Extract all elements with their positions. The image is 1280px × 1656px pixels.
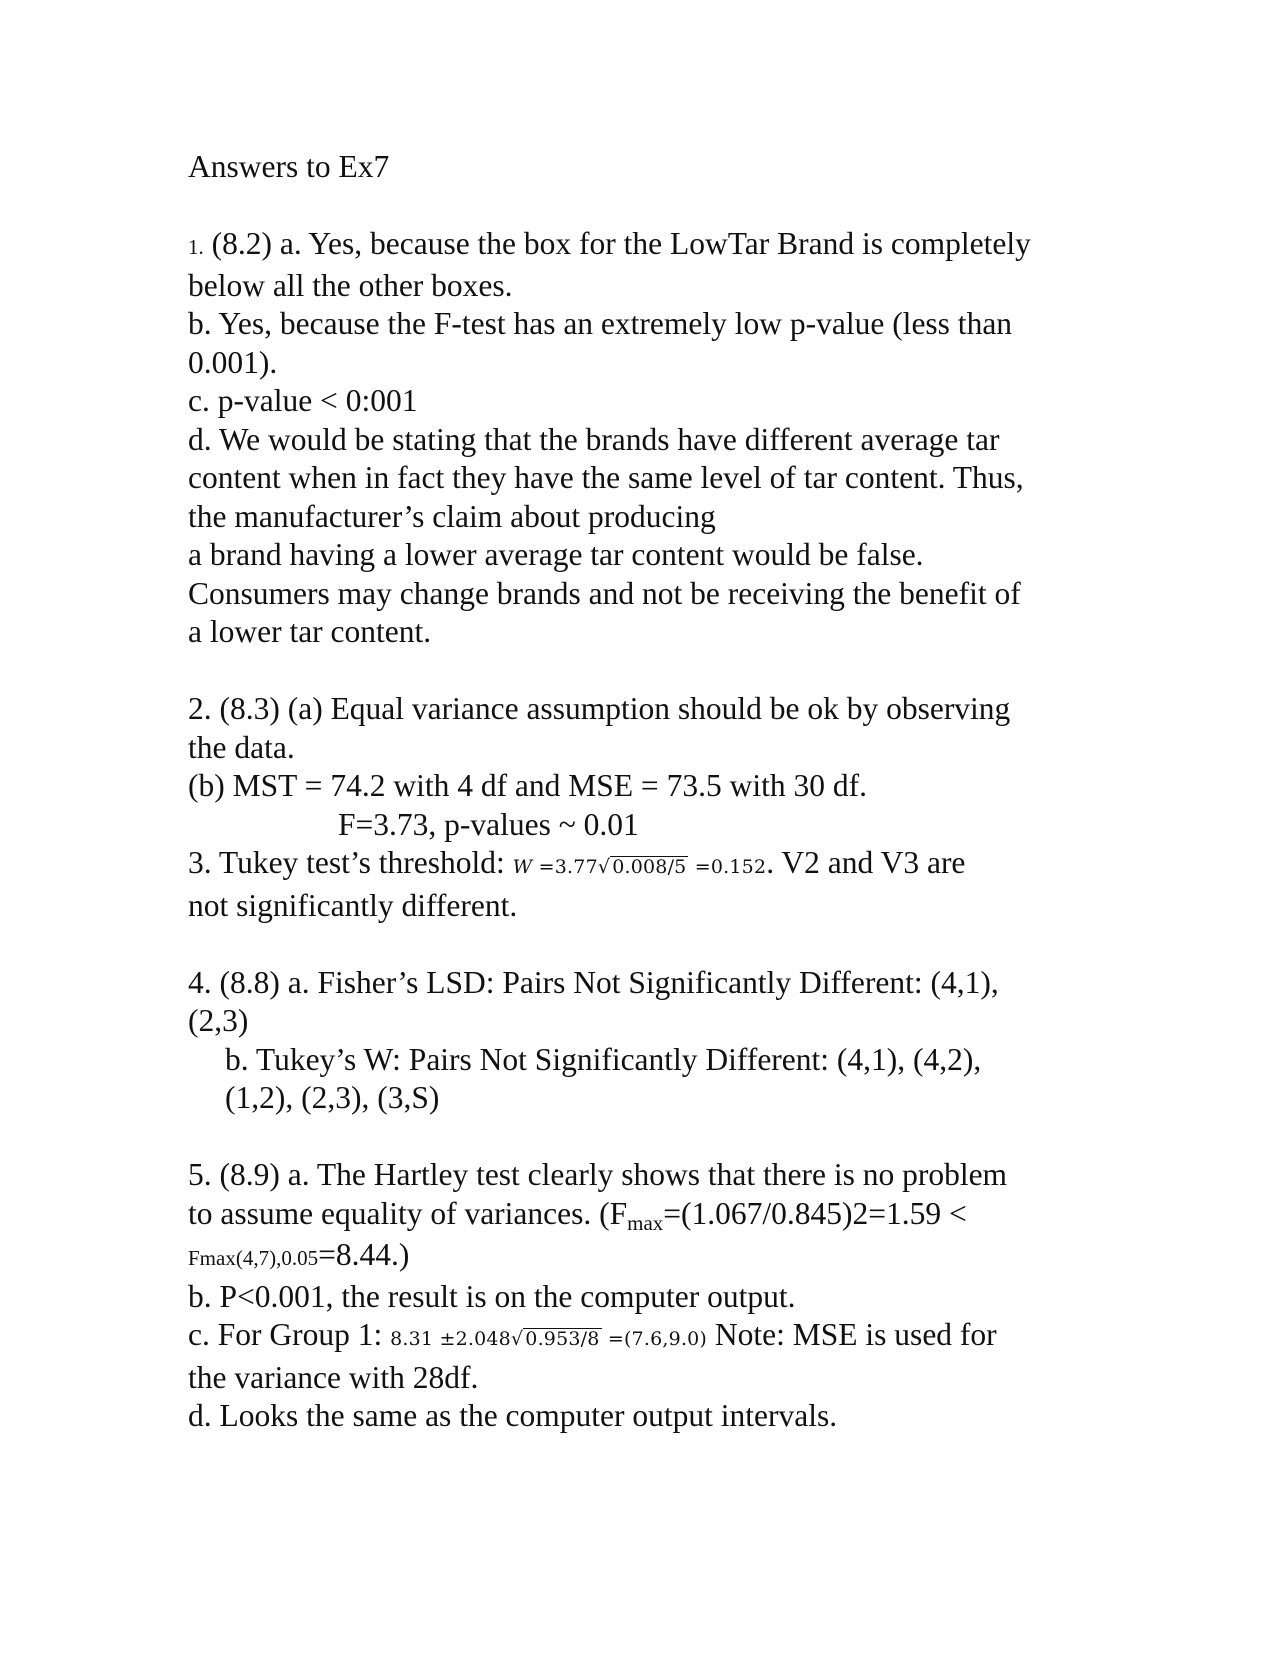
ci-formula <box>390 1328 707 1350</box>
answer-5b-line: b. P<0.001, the result is on the computer output. <box>188 1278 796 1314</box>
answer-1-number: 1. <box>188 235 204 259</box>
tukey-w-symbol: W <box>512 856 533 878</box>
answer-2a-line-1: 2. (8.3) (a) Equal variance assumption should be ok by observing <box>188 691 1011 726</box>
answer-1d-line-5: Consumers may change brands and not be receiving the benefit of <box>188 575 1021 611</box>
answer-5c-post: Note: MSE is used for <box>707 1317 997 1352</box>
fmax-critical-label: Fmax(4,7),0.05 <box>188 1246 319 1270</box>
answer-2a-line-2: the data. <box>188 729 295 765</box>
answer-1d-line-2: content when in fact they have the same level of tar content. Thus, <box>188 460 1024 495</box>
fmax-subscript: max <box>627 1210 664 1235</box>
ci-math-2: =(7.6,9.0) <box>601 1328 708 1350</box>
answer-1c-line: c. p-value < 0:001 <box>188 383 418 418</box>
answer-2 <box>188 690 1108 844</box>
answer-5d-line: d. Looks the same as the computer output intervals. <box>188 1398 838 1433</box>
answer-3-line-2: not significantly different. <box>188 887 518 923</box>
answer-1d-line-4: a brand having a lower average tar content would be false. <box>188 537 924 572</box>
answer-3 <box>188 844 1108 925</box>
spacer <box>188 1118 1108 1157</box>
answer-2-f-line: F=3.73, p-values ~ 0.01 <box>338 806 639 842</box>
answer-1a-line-2: below all the other boxes. <box>188 267 513 303</box>
answer-4a-line-2: (2,3) <box>188 1003 249 1038</box>
fmax-critical-value: =8.44.) <box>318 1237 410 1272</box>
tukey-eq-1: =3.77 <box>532 856 598 878</box>
document-title: Answers to Ex7 <box>188 149 390 184</box>
answer-1a-line-1 <box>188 225 1108 267</box>
answer-1 <box>188 225 1108 652</box>
answer-5a-line-1: 5. (8.9) a. The Hartley test clearly shows that there is no problem <box>188 1157 1008 1192</box>
answer-1b-line-2: 0.001). <box>188 344 278 380</box>
tukey-eq-2: =0.152 <box>688 856 767 878</box>
answer-4a-line-1: 4. (8.8) a. Fisher’s LSD: Pairs Not Significantly Different: (4,1), <box>188 964 999 1000</box>
answer-5c-line-1 <box>188 1316 1108 1359</box>
answer-5a-line-3 <box>188 1236 1108 1278</box>
answer-1d-line-6: a lower tar content. <box>188 614 432 649</box>
answer-5 <box>188 1156 1108 1436</box>
ci-sqrt-argument: 0.953/8 <box>525 1328 600 1350</box>
answer-3-suffix: . V2 and V3 are <box>766 845 966 880</box>
answer-4 <box>188 964 1108 1118</box>
tukey-formula <box>513 856 767 878</box>
answer-3-prefix: 3. Tukey test’s threshold: <box>188 845 513 880</box>
answer-5c-line-2: the variance with 28df. <box>188 1359 479 1395</box>
answer-5a-line-2 <box>188 1195 1108 1237</box>
sqrt-sign: √ <box>597 856 611 878</box>
answer-4b-line-2: (1,2), (2,3), (3,S) <box>225 1080 440 1115</box>
answer-5c-pre: c. For Group 1: <box>188 1317 391 1352</box>
answer-2b-line: (b) MST = 74.2 with 4 df and MSE = 73.5 with 30 df. <box>188 768 867 803</box>
answer-1d-line-1: d. We would be stating that the brands have different average tar <box>188 421 1000 457</box>
tukey-sqrt-argument: 0.008/5 <box>612 856 687 878</box>
answer-3-line-1 <box>188 844 1108 887</box>
document-page <box>188 148 1108 1436</box>
spacer <box>188 652 1108 691</box>
sqrt-sign: √ <box>510 1328 524 1350</box>
answer-1d-line-3: the manufacturer’s claim about producing <box>188 498 716 534</box>
answer-5a-pre: to assume equality of variances. (F <box>188 1195 628 1231</box>
answer-1b-line-1: b. Yes, because the F-test has an extremely low p-value (less than <box>188 306 1013 341</box>
ci-math-1: 8.31 ±2.048 <box>390 1328 511 1350</box>
answer-1a-text-1: (8.2) a. Yes, because the box for the LowTar Brand is completely <box>203 226 1031 261</box>
spacer <box>188 187 1108 226</box>
answer-4b-line-1: b. Tukey’s W: Pairs Not Significantly Different: (4,1), (4,2), <box>225 1041 982 1077</box>
spacer <box>188 925 1108 964</box>
answer-5a-post: =(1.067/0.845)2=1.59 < <box>663 1195 967 1231</box>
